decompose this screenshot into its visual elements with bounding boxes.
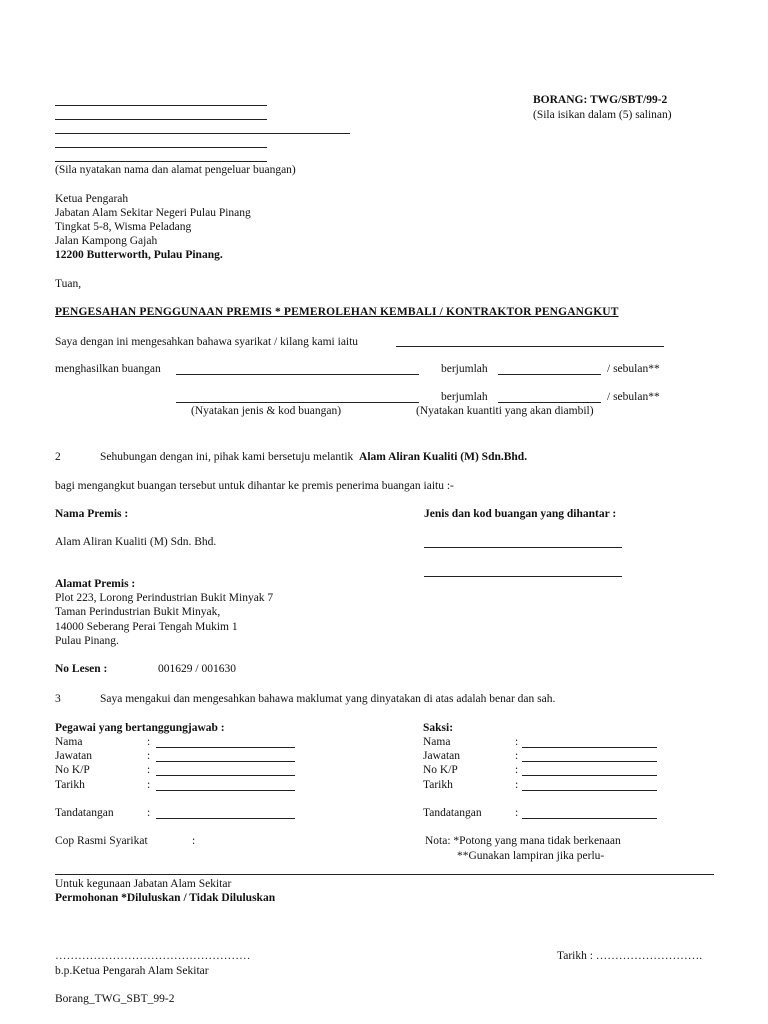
witness-title: Saksi: [423, 722, 454, 734]
section-3-text: Saya mengakui dan mengesahkan bahawa maklumat yang dinyatakan di atas adalah benar dan sah. [100, 693, 556, 705]
officer-position-label: Jawatan [55, 750, 93, 762]
amount-line-2[interactable] [498, 402, 601, 403]
approver-title: b.p.Ketua Pengarah Alam Sekitar [55, 965, 209, 977]
salutation: Tuan, [55, 278, 82, 290]
section-2-number: 2 [55, 451, 61, 463]
witness-date-colon: : [515, 779, 519, 791]
officer-name-colon: : [147, 736, 151, 748]
officer-signature-colon: : [147, 807, 151, 819]
sender-line-1[interactable] [55, 105, 267, 106]
license-value: 001629 / 001630 [158, 663, 236, 675]
form-code [533, 93, 667, 107]
officer-name-label: Nama [55, 736, 83, 748]
officer-position-colon: : [147, 750, 151, 762]
officer-position-line[interactable] [156, 761, 295, 762]
form-number: : TWG/SBT/99-2 [583, 94, 668, 106]
license-label: No Lesen : [55, 663, 108, 675]
witness-ic-line[interactable] [522, 775, 657, 776]
amount-label-2: berjumlah [441, 391, 488, 403]
witness-position-label: Jawatan [423, 750, 461, 762]
section-2-sentence: Sehubungan dengan ini, pihak kami bersetuju melantik [100, 451, 354, 463]
office-use-heading: Untuk kegunaan Jabatan Alam Sekitar [55, 878, 232, 890]
copies-note: (Sila isikan dalam (5) salinan) [533, 109, 672, 121]
approval-date[interactable]: Tarikh : ………………………. [557, 950, 703, 962]
application-status: Permohonan *Diluluskan / Tidak Diluluskan [55, 892, 276, 904]
amount-line-1[interactable] [498, 374, 601, 375]
addressee-line-1: Ketua Pengarah [55, 193, 129, 205]
witness-ic-colon: : [515, 764, 519, 776]
witness-position-colon: : [515, 750, 519, 762]
addressee-line-5: 12200 Butterworth, Pulau Pinang. [55, 249, 223, 261]
officer-name-line[interactable] [156, 747, 295, 748]
witness-name-colon: : [515, 736, 519, 748]
officer-date-label: Tarikh [55, 779, 85, 791]
company-name-line[interactable] [396, 346, 664, 347]
confirm-text: Saya dengan ini mengesahkan bahawa syarikat / kilang kami iaitu [55, 336, 359, 348]
addressee-line-3: Tingkat 5-8, Wisma Peladang [55, 221, 192, 233]
officer-signature-line[interactable] [156, 818, 295, 819]
approver-signature-dots[interactable]: …………………………………………… [55, 950, 251, 962]
produces-label: menghasilkan buangan [55, 363, 161, 375]
officer-date-line[interactable] [156, 790, 295, 791]
quantity-hint: (Nyatakan kuantiti yang akan diambil) [416, 405, 594, 417]
officer-ic-colon: : [147, 764, 151, 776]
witness-name-line[interactable] [522, 747, 657, 748]
sender-note: (Sila nyatakan nama dan alamat pengeluar buangan) [55, 164, 296, 176]
appointed-company: Alam Aliran Kualiti (M) Sdn.Bhd. [359, 451, 528, 463]
section-2-text [100, 450, 527, 464]
company-stamp-label: Cop Rasmi Syarikat [55, 835, 148, 847]
addressee-line-2: Jabatan Alam Sekitar Negeri Pulau Pinang [55, 207, 251, 219]
officer-title: Pegawai yang bertanggungjawab : [55, 722, 225, 734]
form-label: BORANG [533, 94, 584, 106]
addressee-line-4: Jalan Kampong Gajah [55, 235, 158, 247]
premise-name-label: Nama Premis : [55, 508, 129, 520]
sender-line-4[interactable] [55, 147, 267, 148]
witness-position-line[interactable] [522, 761, 657, 762]
witness-ic-label: No K/P [423, 764, 458, 776]
premise-address-line-4: Pulau Pinang. [55, 635, 119, 647]
note-1: Nota: *Potong yang mana tidak berkenaan [425, 835, 621, 847]
transport-text: bagi mengangkut buangan tersebut untuk dihantar ke premis penerima buangan iaitu :- [55, 480, 454, 492]
witness-signature-line[interactable] [522, 818, 657, 819]
type-hint: (Nyatakan jenis & kod buangan) [191, 405, 342, 417]
waste-type-line-1[interactable] [176, 374, 419, 375]
per-month-1: / sebulan** [607, 363, 660, 375]
waste-type-line-2[interactable] [176, 402, 419, 403]
witness-signature-colon: : [515, 807, 519, 819]
amount-label-1: berjumlah [441, 363, 488, 375]
note-2: **Gunakan lampiran jika perlu- [457, 850, 605, 862]
footer-form-code: Borang_TWG_SBT_99-2 [55, 993, 175, 1005]
waste-type-line-b[interactable] [424, 576, 622, 577]
premise-address-label: Alamat Premis : [55, 578, 136, 590]
waste-type-line-a[interactable] [424, 547, 622, 548]
witness-date-line[interactable] [522, 790, 657, 791]
sender-line-2[interactable] [55, 119, 267, 120]
witness-signature-label: Tandatangan [423, 807, 482, 819]
premise-address-line-1: Plot 223, Lorong Perindustrian Bukit Minyak 7 [55, 592, 274, 604]
officer-signature-label: Tandatangan [55, 807, 114, 819]
section-3-number: 3 [55, 693, 61, 705]
officer-ic-line[interactable] [156, 775, 295, 776]
premise-address-line-3: 14000 Seberang Perai Tengah Mukim 1 [55, 621, 238, 633]
witness-name-label: Nama [423, 736, 451, 748]
officer-ic-label: No K/P [55, 764, 90, 776]
sender-line-5[interactable] [55, 161, 267, 162]
per-month-2: / sebulan** [607, 391, 660, 403]
witness-date-label: Tarikh [423, 779, 453, 791]
premise-address-line-2: Taman Perindustrian Bukit Minyak, [55, 606, 221, 618]
subject-heading: PENGESAHAN PENGGUNAAN PREMIS * PEMEROLEHAN KEMBALI / KONTRAKTOR PENGANGKUT [55, 306, 619, 318]
waste-type-label: Jenis dan kod buangan yang dihantar : [424, 508, 617, 520]
company-stamp-colon: : [192, 835, 196, 847]
office-divider [55, 874, 714, 875]
premise-name-value: Alam Aliran Kualiti (M) Sdn. Bhd. [55, 536, 217, 548]
officer-date-colon: : [147, 779, 151, 791]
sender-line-3[interactable] [55, 133, 350, 134]
